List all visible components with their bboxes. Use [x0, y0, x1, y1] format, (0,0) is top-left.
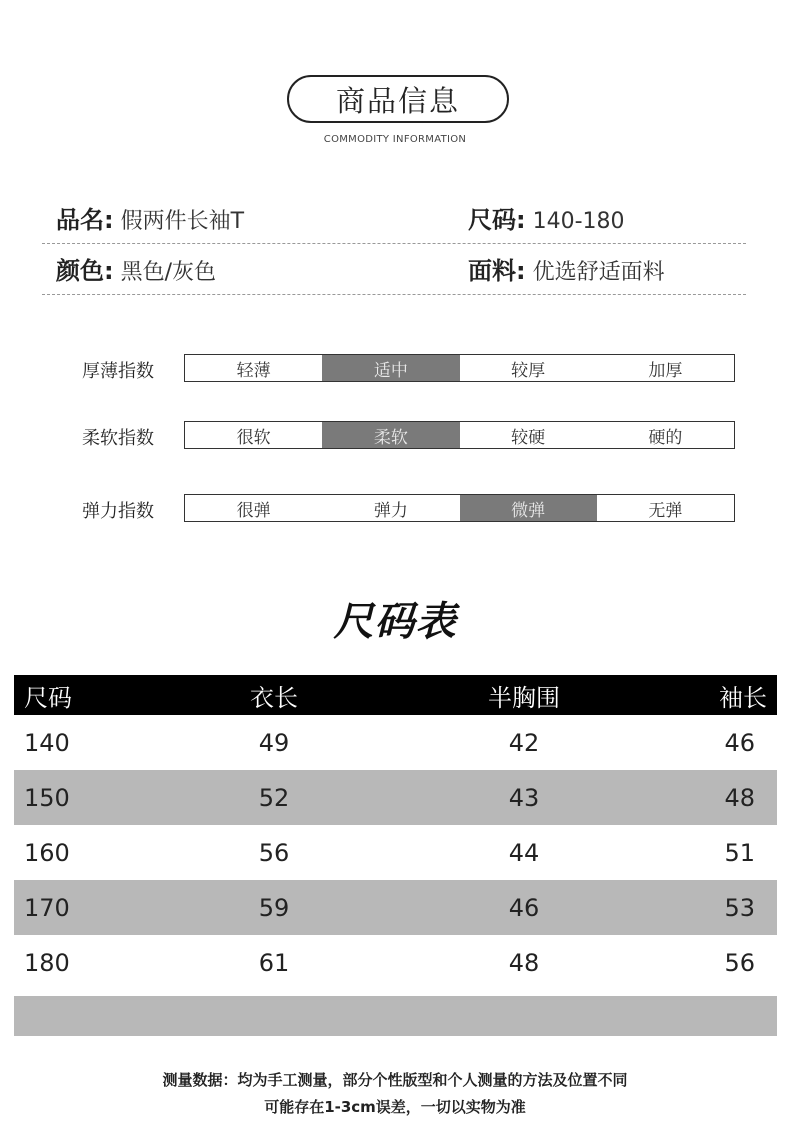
index-option-selected: 适中	[322, 355, 459, 381]
index-option-selected: 柔软	[322, 422, 459, 448]
index-label: 弹力指数	[82, 501, 154, 522]
header-cell-chest: 半胸围	[488, 683, 560, 712]
product-name-label: 品名:	[56, 206, 114, 234]
index-option: 加厚	[648, 360, 683, 381]
table-cell: 56	[258, 838, 290, 867]
index-option: 很弹	[236, 500, 271, 521]
table-row	[14, 880, 777, 935]
index-option: 弹力	[373, 500, 408, 521]
table-cell: 53	[724, 893, 755, 922]
product-fabric-label: 面料:	[468, 257, 526, 285]
index-scale	[184, 421, 735, 449]
table-row	[14, 770, 777, 825]
index-scale	[184, 354, 735, 382]
header-cell-size: 尺码	[24, 683, 72, 712]
product-color-label: 颜色:	[56, 257, 114, 285]
index-label: 柔软指数	[82, 428, 154, 449]
info-row-2	[42, 256, 746, 295]
product-name	[56, 200, 244, 235]
table-cell: 56	[724, 948, 755, 977]
table-cell: 51	[724, 838, 755, 867]
table-row	[14, 715, 777, 770]
product-fabric-value: 优选舒适面料	[532, 260, 665, 285]
table-row	[14, 825, 777, 880]
header-cell-length: 衣长	[250, 683, 298, 712]
table-cell: 48	[724, 783, 755, 812]
product-fabric	[468, 251, 665, 286]
table-row-empty	[14, 996, 777, 1036]
product-size	[468, 200, 625, 235]
table-cell: 42	[508, 728, 540, 757]
table-cell: 150	[24, 783, 70, 812]
table-cell: 48	[508, 948, 540, 977]
index-option: 轻薄	[236, 360, 271, 381]
index-option: 很软	[236, 427, 271, 448]
table-cell: 61	[258, 948, 290, 977]
section-title-box	[287, 75, 509, 123]
product-color-value: 黑色/灰色	[120, 260, 217, 285]
product-color	[56, 251, 216, 286]
index-option: 无弹	[648, 500, 683, 521]
index-option-selected: 微弹	[460, 495, 597, 521]
table-cell: 59	[258, 893, 290, 922]
index-option: 硬的	[648, 427, 683, 448]
table-cell: 46	[508, 893, 540, 922]
index-label: 厚薄指数	[82, 361, 154, 382]
section-title: 商品信息	[335, 83, 460, 118]
product-size-value: 140-180	[532, 209, 625, 234]
table-header	[14, 675, 777, 715]
measurement-note-line1: 测量数据：均为手工测量，部分个性版型和个人测量的方法及位置不同	[162, 1071, 628, 1089]
index-scale	[184, 494, 735, 522]
table-cell: 43	[508, 783, 540, 812]
index-option: 较硬	[511, 427, 546, 448]
table-cell: 44	[508, 838, 540, 867]
table-cell: 49	[258, 728, 290, 757]
table-cell: 140	[24, 728, 70, 757]
size-table	[14, 675, 777, 1036]
table-cell: 170	[24, 893, 70, 922]
table-cell: 180	[24, 948, 70, 977]
info-row-1	[42, 205, 746, 244]
product-size-label: 尺码:	[468, 206, 526, 234]
size-chart-title: 尺码表	[333, 599, 457, 645]
index-option: 较厚	[511, 360, 546, 381]
product-name-value: 假两件长袖T	[120, 209, 245, 234]
header-cell-sleeve: 袖长	[719, 683, 767, 712]
table-cell: 160	[24, 838, 70, 867]
section-subtitle: COMMODITY INFORMATION	[323, 134, 467, 145]
table-cell: 52	[258, 783, 290, 812]
table-row	[14, 935, 777, 990]
measurement-note-line2: 可能存在1-3cm误差，一切以实物为准	[264, 1098, 526, 1116]
table-cell: 46	[724, 728, 755, 757]
